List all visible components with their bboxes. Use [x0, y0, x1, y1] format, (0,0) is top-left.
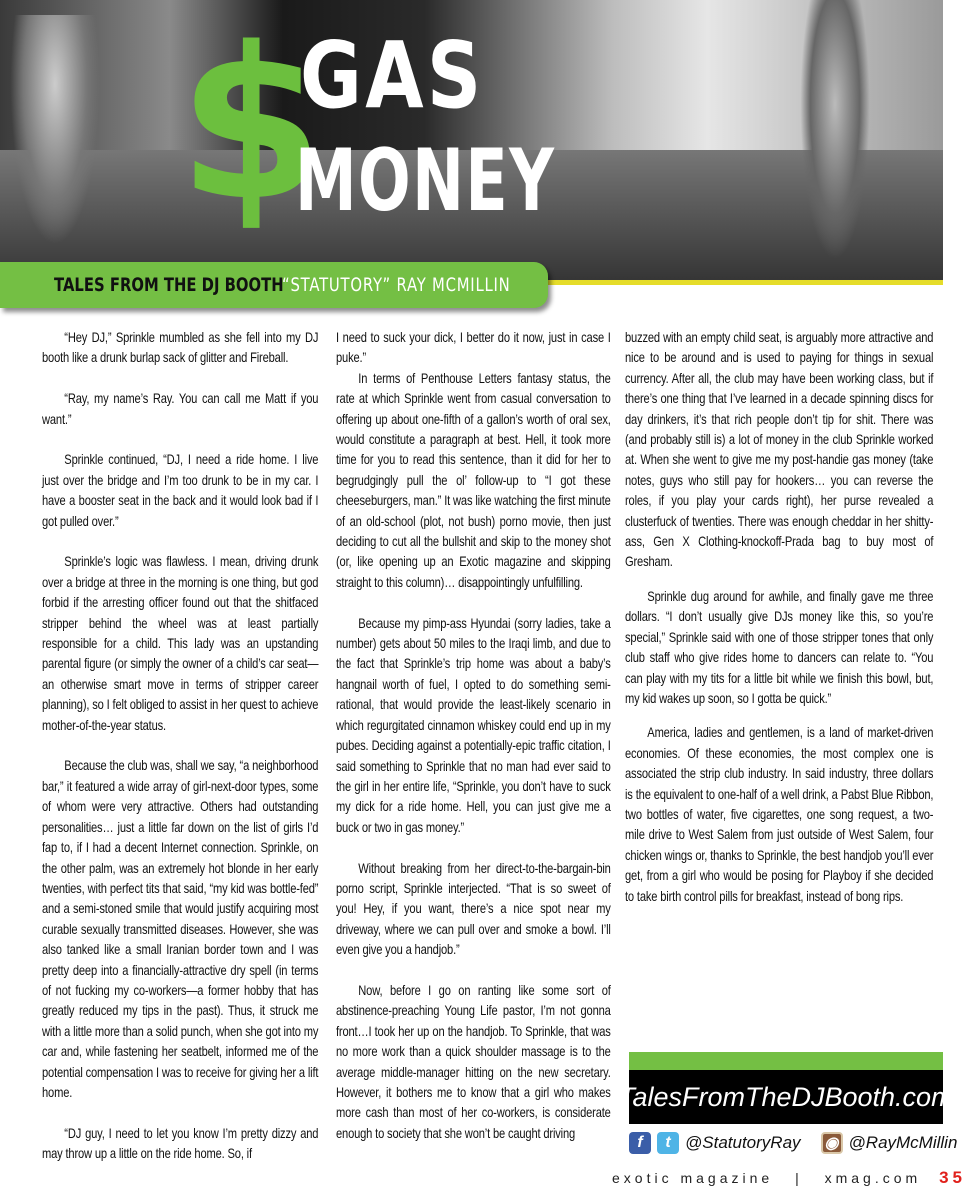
paragraph: Because the club was, shall we say, “a neighborhood bar,” it featured a wide array of girl-next-door types, some of whom were very attractive. Others had outstanding personalities… just a little far down on the list of girls I’d fap to, if I had a decent Internet connection. Sprinkle, on the other palm, was an extremely hot blonde in her early twenties, with perfect tits that said, “my kid was bottle-fed” and a semi-stoned smile that would justify acquiring most curable sexually transmitted diseases. However, she was also tanked like a small Iranian border town and I was pretty deep into a financially-attractive dry spell (in terms of not fucking my co-workers—a former hobby that has greatly reduced my tips in the past). Thus, it struck me with a little more than a solid punch, when she got into my car and, while fastening her seatbelt, informed me of the potential compensation I was to receive for giving her a lift home. — [42, 758, 319, 1100]
column-name: TALES FROM THE DJ BOOTH — [54, 274, 284, 296]
twitter-handle[interactable]: @StatutoryRay — [685, 1133, 801, 1152]
article-column-1 — [42, 328, 318, 1165]
paragraph: Without breaking from her direct-to-the-bargain-bin porno script, Sprinkle interjected. “That is so sweet of you! Hey, if you want, there’s a nice spot near my driveway, where we can pull over and smoke a bowl. I’ll even give you a handjob.” — [336, 860, 611, 958]
footer-separator: | — [795, 1170, 803, 1186]
promo-green-bar — [629, 1052, 943, 1070]
page-footer — [612, 1168, 966, 1188]
article-column-2 — [336, 328, 611, 1144]
paragraph: America, ladies and gentlemen, is a land of market-driven economies. Of these economies, the most complex one is associated the strip club industry. In said industry, three dollars is the equivalent to one-half of a well drink, a Pabst Blue Ribbon, two bottles of water, five cigarettes, one song request, a two-mile drive to West Salem from just outside of West Salem, four chicken wings or, thanks to Sprinkle, the best handjob you’ll ever get, from a girl who would be posing for Playboy if she decided to take birth control pills for breakfast, instead of bong rips. — [625, 725, 934, 904]
woman-photo-left — [10, 15, 100, 245]
paragraph: Sprinkle dug around for awhile, and finally gave me three dollars. “I don’t usually give DJs money like this, so you’re special,” Sprinkle said with one of those stripper tones that only club staff who give rides home to dancers can relate to. “You can play with my tits for a little bit while we finish this bowl, but, my kid wakes up soon, so I gotta be quick.” — [625, 588, 934, 706]
twitter-icon[interactable]: t — [657, 1132, 679, 1154]
author-name: “STATUTORY” RAY MCMILLIN — [282, 274, 511, 296]
column-title-tab — [0, 262, 548, 308]
instagram-handle[interactable]: @RayMcMillin — [848, 1133, 958, 1152]
article-column-3 — [625, 328, 933, 907]
paragraph: In terms of Penthouse Letters fantasy status, the rate at which Sprinkle went from casual conversation to offering up about one-fifth of a gallon’s worth of oral sex, would constitute a paragraph at best. Hell, it took more time for you to read this sentence, than it did for her to begrudgingly pull the ol’ follow-up to “I got these cheeseburgers, man.” It was like watching the first minute of an old-school (plot, not bush) porno movie, then just deciding to cut all the bullshit and skip to the money shot (or, like opening up an Exotic magazine and skipping straight to this column)… disappointingly unfulfilling. — [336, 370, 611, 590]
paragraph: “Ray, my name’s Ray. You can call me Matt if you want.” — [42, 391, 319, 427]
yellow-rule — [540, 280, 943, 285]
paragraph: I need to suck your dick, I better do it now, just in case I puke.” — [336, 330, 611, 366]
magazine-name: exotic magazine — [612, 1170, 774, 1186]
dollar-sign: $ — [178, 2, 325, 247]
paragraph: Sprinkle’s logic was flawless. I mean, driving drunk over a bridge at three in the morning is one thing, but god forbid if the arresting officer found out that the shitfaced stripper behind the wheel was at least partially responsible for a child. This lady was an upstanding parental figure (or simply the owner of a child’s car seat—an otherwise smart move in terms of stripper career planning), so I felt obliged to assist in her quest to achieve mother-of-the-year status. — [42, 554, 319, 733]
woman-photo-right — [800, 0, 870, 260]
page-number: 35 — [939, 1168, 966, 1187]
title-money: MONEY — [295, 131, 556, 231]
paragraph: Because my pimp-ass Hyundai (sorry ladies, take a number) gets about 50 miles to the Iraqi limb, and due to the fact that Sprinkle’s trip home was about a baby’s hangnail worth of fuel, I opted to do something semi-rational, that would provide the least-likely scenario in which regurgitated cinnamon whiskey could end up in my pubes. Deciding against a potentially-epic traffic citation, I said something to Sprinkle that no man had ever said to the girl in her entire life, “Sprinkle, you don’t have to suck my dick for a ride home. Hell, you can just give me a buck or two in gas money.” — [336, 615, 611, 835]
paragraph: “DJ guy, I need to let you know I’m pretty dizzy and may throw up a little on the ride home. So, if — [42, 1125, 319, 1162]
paragraph: Now, before I go on ranting like some sort of abstinence-preaching Young Life pastor, I’m not gonna front…I took her up on the handjob. To Sprinkle, that was no more work than a quick shoulder massage is to the average middle-manager hitting on the new secretary. However, it bothers me to know that a girl who makes more cash than most of her co-workers, is considerate enough to society that she won’t be caught driving — [336, 982, 611, 1141]
website-link[interactable]: TalesFromTheDJBooth.com — [629, 1070, 943, 1124]
instagram-icon[interactable]: ◉ — [821, 1132, 843, 1154]
social-links — [629, 1132, 957, 1154]
facebook-icon[interactable]: f — [629, 1132, 651, 1154]
paragraph: “Hey DJ,” Sprinkle mumbled as she fell into my DJ booth like a drunk burlap sack of glitter and Fireball. — [42, 330, 319, 366]
paragraph: Sprinkle continued, “DJ, I need a ride home. I live just over the bridge and I’m too drunk to be in my car. I have a booster seat in the back and it would look bad if I got pulled over.” — [42, 452, 319, 529]
header-banner — [0, 0, 943, 285]
title-gas: GAS — [300, 22, 485, 129]
paragraph: buzzed with an empty child seat, is arguably more attractive and nice to be around and is used to paying for things in sexual currency. After all, the club may have been working class, but if there’s one thing that I’ve learned in a decade spinning discs for day drinkers, it’s that rich people don’t tip for shit. There was (and probably still is) a lot of money in the club Sprinkle worked at. When she went to give me my post-handie gas money (take notes, guys who still pay for hookers… you can reverse the roles, if you play your cards right), her purse revealed a clusterfuck of twenties. There was enough cheddar in her shitty-ass, Gen X Clothing-knockoff-Prada bag to buy most of Gresham. — [625, 330, 934, 570]
magazine-site: xmag.com — [824, 1170, 922, 1186]
